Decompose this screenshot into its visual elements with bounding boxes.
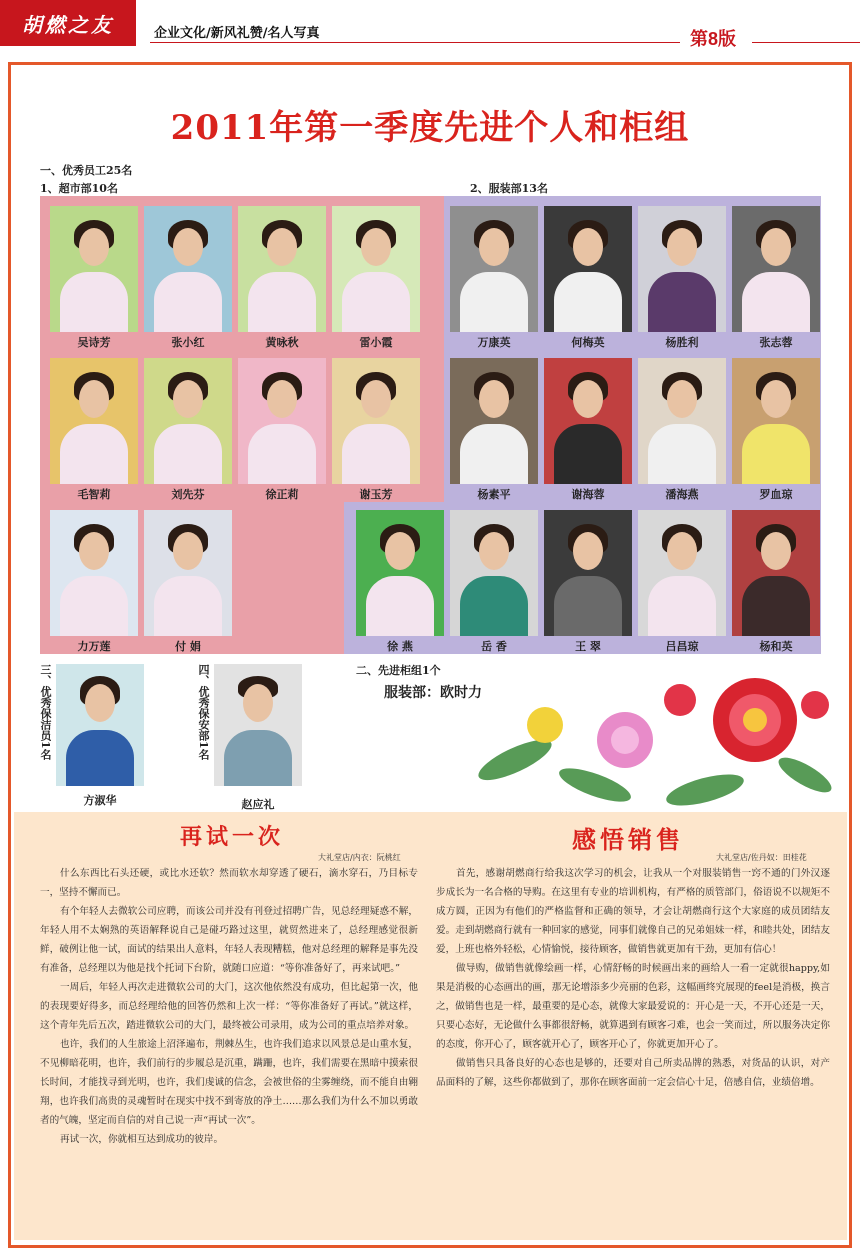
section2-heading: 二、先进柜组1个 xyxy=(356,664,441,677)
clothing-staff-name: 潘海燕 xyxy=(665,488,699,501)
clothing-staff-name: 谢海蓉 xyxy=(571,488,605,501)
clothing-staff-name: 王 翠 xyxy=(575,640,601,653)
article2-paragraph: 首先，感谢胡燃商行给我这次学习的机会，让我从一个对服装销售一窍不通的门外汉逐步成长为一名合格的导购。在这里有专业的培训机构，有严格的质管部门，俗语说不以规矩不成方圆，正因为有他们的严格监督和正确的领导，才会让胡燃商行这个大家庭的成员团结友爱。走到胡燃商行就有一种回家的感觉，同事们就像自己的兄弟姐妹一样，和睦共处，团结友爱，上班也格外轻松，心情愉悦，接待顾客，做销售就更加有干劲，更加有信心！ xyxy=(436,868,830,955)
supermarket-staff-name: 谢玉芳 xyxy=(359,488,393,501)
clothing-staff-photo xyxy=(732,510,820,636)
supermarket-staff-photo xyxy=(238,206,326,332)
section4-heading: 四、优秀保安部1名 xyxy=(197,664,210,760)
clothing-staff-photo xyxy=(732,358,820,484)
clothing-staff-photo xyxy=(450,510,538,636)
supermarket-staff-name: 雷小霞 xyxy=(359,336,393,349)
supermarket-staff-photo xyxy=(332,206,420,332)
article1-title: 再试一次 xyxy=(180,824,285,850)
security-photo xyxy=(214,664,302,786)
clothing-staff-photo xyxy=(732,206,820,332)
clothing-staff-name: 徐 燕 xyxy=(387,640,413,653)
clothing-staff-photo xyxy=(638,510,726,636)
clothing-staff-name: 杨胜利 xyxy=(665,336,699,349)
supermarket-staff-name: 黄咏秋 xyxy=(265,336,299,349)
clothing-staff-photo xyxy=(544,358,632,484)
clothing-staff-name: 万康英 xyxy=(477,336,511,349)
clothing-staff-name: 杨和英 xyxy=(759,640,793,653)
clothing-staff-photo xyxy=(356,510,444,636)
cleaner-photo xyxy=(56,664,144,786)
article2-paragraph: 做销售只具备良好的心态也是够的，还要对自己所卖品牌的熟悉，对货品的认识，对产品面料的了解，这些你都做到了，那你在顾客面前一定会信心十足，倍感自信，业绩倍增。 xyxy=(436,1058,830,1088)
article2-title: 感悟销售 xyxy=(572,825,684,854)
clothing-heading: 2、服装部13名 xyxy=(470,182,548,195)
clothing-staff-photo xyxy=(544,206,632,332)
clothing-staff-photo xyxy=(544,510,632,636)
supermarket-staff-photo xyxy=(50,358,138,484)
security-name: 赵应礼 xyxy=(241,798,275,811)
clothing-staff-name: 岳 香 xyxy=(481,640,507,653)
header-divider-right xyxy=(752,42,860,43)
article1-byline: 大礼堂店/内衣：阮桃红 xyxy=(318,853,401,862)
team-name: 服装部：欧时力 xyxy=(384,685,482,701)
supermarket-staff-name: 徐正莉 xyxy=(265,488,299,501)
clothing-staff-photo xyxy=(450,358,538,484)
article1-paragraph: 有个年轻人去微软公司应聘，而该公司并没有刊登过招聘广告，见总经理疑惑不解，年轻人用不太娴熟的英语解释说自己是碰巧路过这里，就贸然进来了，总经理感觉很新鲜，破例让他一试，面试的结果出人意料，年轻人表现糟糕，他对总经理的解释是事先没有准备，总经理以为他是找个托词下台阶，就随口应道：“等你准备好了，再来试吧。” xyxy=(40,906,418,974)
supermarket-staff-photo xyxy=(144,358,232,484)
clothing-staff-name: 何梅英 xyxy=(571,336,605,349)
supermarket-staff-photo xyxy=(144,206,232,332)
supermarket-staff-photo xyxy=(332,358,420,484)
supermarket-staff-photo xyxy=(238,358,326,484)
supermarket-staff-photo xyxy=(50,206,138,332)
supermarket-staff-name: 毛智莉 xyxy=(77,488,111,501)
article1-paragraph: 一周后，年轻人再次走进微软公司的大门，这次他依然没有成功，但比起第一次，他的表现要好得多，而总经理给他的回答仍然和上次一样：“等你准备好了再试。”就这样，这个青年先后五次，踏进微软公司的大门，最终被公司录用，成为公司的重点培养对象。 xyxy=(40,982,418,1031)
newspaper-logo: 胡燃之友 xyxy=(0,0,136,46)
article2-body xyxy=(436,864,830,1092)
edition-number: 第8版 xyxy=(690,29,737,49)
cleaner-name: 方淑华 xyxy=(83,794,117,807)
article1-paragraph: 再试一次，你就相互达到成功的彼岸。 xyxy=(60,1134,224,1145)
header-divider xyxy=(150,42,680,43)
clothing-staff-photo xyxy=(638,358,726,484)
clothing-staff-name: 杨素平 xyxy=(477,488,511,501)
supermarket-staff-name: 付 娟 xyxy=(175,640,201,653)
section-tagline: 企业文化/新风礼赞/名人写真 xyxy=(154,26,320,41)
section3-heading: 三、优秀保洁员1名 xyxy=(39,664,52,760)
clothing-staff-photo xyxy=(450,206,538,332)
article1-paragraph: 也许，我们的人生旅途上沼泽遍布，荆棘丛生，也许我们追求以风景总是山重水复，不见柳暗花明，也许，我们前行的步履总是沉重，蹒跚，也许，我们需要在黑暗中摸索很长时间，才能找寻到光明，也许，我们虔诚的信念，会被世俗的尘雾缠绕，而不能自由翱翔，也许我们高贵的灵魂暂时在现实中找不到寄放的净土……那么我们为什么不加以勇敢者的气魄，坚定而自信的对自己说一声“再试一次”。 xyxy=(40,1039,418,1126)
supermarket-staff-name: 刘先芬 xyxy=(171,488,205,501)
peony-flowers-illustration xyxy=(455,665,845,815)
article2-paragraph: 做导购，做销售就像绘画一样，心情舒畅的时候画出来的画给人一看一定就很happy,如果是消极的心态画出的画，那无论增添多少亮丽的色彩，这幅画终究展现的feel是消极，换言之，做销售也是一样，最重要的是心态，就像大家最爱说的：开心是一天，不开心还是一天，只要心态好，无论做什么事都很舒畅，就算遇到有顾客刁难，也会一笑而过，所以服务决定你的态度，你开心了，顾客就开心了，顾客开心了，你就更加开心了。 xyxy=(436,963,830,1050)
article2-byline: 大礼堂店/佐丹奴：田桂花 xyxy=(716,853,807,862)
page-title: 2011年第一季度先进个人和柜组 xyxy=(170,108,690,148)
clothing-staff-name: 罗血琼 xyxy=(759,488,793,501)
article1-body xyxy=(40,864,418,1149)
supermarket-staff-photo xyxy=(50,510,138,636)
supermarket-staff-name: 张小红 xyxy=(171,336,205,349)
clothing-staff-photo xyxy=(638,206,726,332)
supermarket-heading: 1、超市部10名 xyxy=(40,182,118,195)
clothing-staff-name: 吕昌琼 xyxy=(665,640,699,653)
supermarket-panel-ext xyxy=(432,196,444,506)
supermarket-staff-name: 力万莲 xyxy=(77,640,111,653)
supermarket-staff-photo xyxy=(144,510,232,636)
clothing-staff-name: 张志蓉 xyxy=(759,336,793,349)
article1-paragraph: 什么东西比石头还硬，或比水还软？然而软水却穿透了硬石，滴水穿石，乃目标专一，坚持不懈而已。 xyxy=(40,868,418,898)
section1-heading: 一、优秀员工25名 xyxy=(40,164,133,177)
supermarket-staff-name: 吴诗芳 xyxy=(77,336,111,349)
